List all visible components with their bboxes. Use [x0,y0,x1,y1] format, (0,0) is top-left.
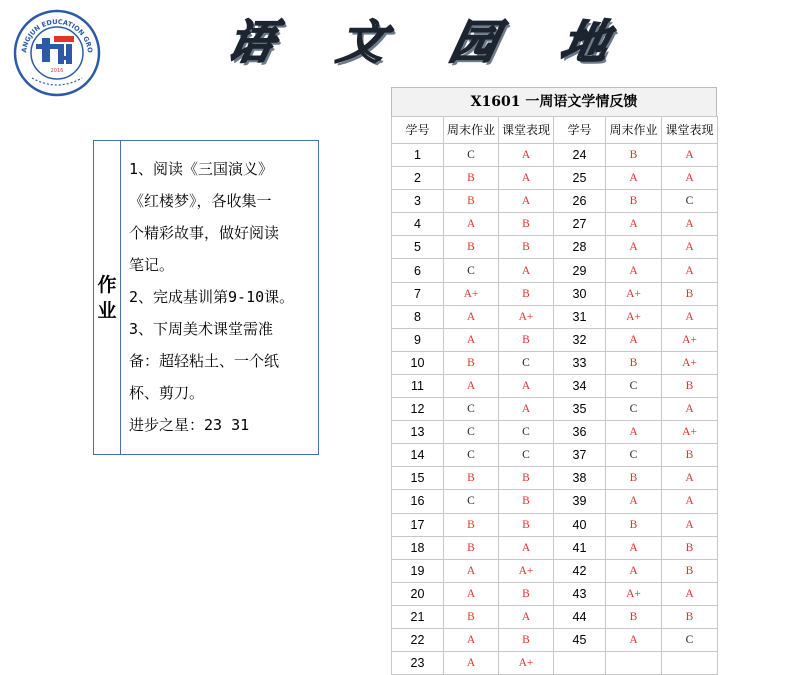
cell-student-no: 15 [392,467,444,490]
cell-student-no: 32 [554,328,606,351]
cell-class-performance: B [499,490,554,513]
homework-label [94,141,121,454]
table-row [392,490,718,513]
cell-student-no: 43 [554,582,606,605]
cell-student-no: 17 [392,513,444,536]
title-char-2: 文 [333,15,392,69]
cell-class-performance: B [499,628,554,651]
cell-student-no: 23 [392,652,444,675]
cell-class-performance: C [662,190,718,213]
cell-weekend-homework: A [444,652,499,675]
homework-box [93,140,319,455]
cell-student-no: 41 [554,536,606,559]
header-class-performance-2: 课堂表现 [662,117,718,144]
cell-weekend-homework: C [444,444,499,467]
homework-line: 备：超轻粘土、一个纸 [129,352,280,370]
cell-student-no: 5 [392,236,444,259]
homework-label-char-1: 作 [97,273,117,296]
cell-class-performance: A [499,536,554,559]
cell-class-performance: A [662,398,718,421]
cell-weekend-homework: C [444,490,499,513]
cell-student-no: 26 [554,190,606,213]
table-row [392,259,718,282]
table-row [392,213,718,236]
cell-class-performance: A [499,167,554,190]
cell-weekend-homework: A [606,559,662,582]
header-student-no-1: 学号 [392,117,444,144]
table-row [392,605,718,628]
cell-class-performance: B [662,444,718,467]
cell-weekend-homework: B [444,236,499,259]
table-row [392,305,718,328]
cell-student-no: 22 [392,628,444,651]
cell-student-no: 7 [392,282,444,305]
cell-class-performance: C [499,421,554,444]
cell-weekend-homework: C [606,374,662,397]
cell-student-no: 37 [554,444,606,467]
cell-weekend-homework: B [444,351,499,374]
cell-weekend-homework: B [444,605,499,628]
cell-student-no: 29 [554,259,606,282]
cell-class-performance: A [499,259,554,282]
cell-weekend-homework: A [444,213,499,236]
table-row [392,582,718,605]
cell-weekend-homework: B [606,467,662,490]
cell-weekend-homework: B [444,513,499,536]
changjun-education-logo [12,8,102,98]
table-row [392,444,718,467]
cell-student-no: 40 [554,513,606,536]
cell-student-no: 9 [392,328,444,351]
cell-class-performance: B [662,605,718,628]
table-row [392,167,718,190]
cell-weekend-homework: A [606,328,662,351]
cell-student-no: 2 [392,167,444,190]
cell-class-performance: A [499,374,554,397]
cell-weekend-homework: B [606,605,662,628]
homework-label-char-2: 业 [97,299,117,322]
cell-weekend-homework: A [444,582,499,605]
logo-year: 2016 [50,68,64,74]
cell-class-performance: A [662,236,718,259]
cell-student-no: 6 [392,259,444,282]
logo-ring-text: ANGJUN EDUCATION GRO [20,17,94,54]
cell-class-performance: A [662,582,718,605]
cell-weekend-homework: A [606,628,662,651]
cell-student-no: 35 [554,398,606,421]
feedback-table [391,116,718,675]
cell-weekend-homework: B [444,167,499,190]
feedback-table-wrapper [391,87,717,675]
cell-weekend-homework: A [444,374,499,397]
cell-student-no: 30 [554,282,606,305]
table-row [392,374,718,397]
cell-student-no: 38 [554,467,606,490]
cell-weekend-homework: C [444,144,499,167]
cell-class-performance: A+ [499,305,554,328]
cell-class-performance: A [662,144,718,167]
cell-weekend-homework: C [606,444,662,467]
cell-weekend-homework: A [606,536,662,559]
cell-student-no: 11 [392,374,444,397]
cell-student-no: 20 [392,582,444,605]
cell-student-no: 36 [554,421,606,444]
homework-content [121,141,318,454]
homework-line: 个精彩故事，做好阅读 [129,224,280,242]
cell-student-no: 10 [392,351,444,374]
cell-weekend-homework: A+ [444,282,499,305]
cell-class-performance: A+ [662,351,718,374]
feedback-table-title: X1601 一周语文学情反馈 [391,87,717,116]
cell-weekend-homework: A [444,305,499,328]
cell-student-no: 44 [554,605,606,628]
cell-class-performance: A [499,398,554,421]
cell-class-performance: A [499,605,554,628]
cell-weekend-homework: B [444,190,499,213]
cell-class-performance: B [662,559,718,582]
cell-weekend-homework: B [444,467,499,490]
cell-weekend-homework: A [444,559,499,582]
cell-weekend-homework: A [606,236,662,259]
cell-student-no: 31 [554,305,606,328]
cell-student-no: 33 [554,351,606,374]
table-row [392,328,718,351]
cell-class-performance [662,652,718,675]
cell-class-performance: A+ [499,652,554,675]
cell-class-performance: C [499,444,554,467]
cell-student-no: 12 [392,398,444,421]
table-row [392,144,718,167]
cell-class-performance: A+ [662,421,718,444]
table-row [392,236,718,259]
homework-line: 笔记。 [129,256,175,274]
cell-class-performance: B [499,213,554,236]
cell-student-no: 13 [392,421,444,444]
cell-class-performance: A [499,144,554,167]
title-char-1: 语 [222,15,280,69]
cell-weekend-homework: A [606,490,662,513]
cell-student-no: 27 [554,213,606,236]
cell-class-performance: A [662,213,718,236]
cell-weekend-homework: A+ [606,282,662,305]
cell-student-no: 21 [392,605,444,628]
cell-class-performance: B [499,513,554,536]
table-row [392,559,718,582]
table-body [392,144,718,675]
cell-class-performance: A [662,167,718,190]
cell-weekend-homework: A+ [606,305,662,328]
header-weekend-homework-1: 周末作业 [444,117,499,144]
cell-class-performance: B [499,282,554,305]
cell-student-no: 19 [392,559,444,582]
cell-class-performance: A [662,467,718,490]
table-row [392,282,718,305]
cell-student-no: 16 [392,490,444,513]
table-row [392,421,718,444]
cell-class-performance: B [499,236,554,259]
cell-weekend-homework: A [606,213,662,236]
title-char-3: 园 [444,15,503,69]
cell-weekend-homework: B [606,513,662,536]
cell-student-no: 1 [392,144,444,167]
cell-weekend-homework: A [606,167,662,190]
cell-student-no [554,652,606,675]
header-class-performance-1: 课堂表现 [499,117,554,144]
cell-class-performance: B [662,374,718,397]
cell-weekend-homework: C [444,421,499,444]
homework-line: 1、阅读《三国演义》 [129,160,274,178]
title-char-4: 地 [556,15,614,69]
cell-student-no: 14 [392,444,444,467]
cell-student-no: 8 [392,305,444,328]
header-student-no-2: 学号 [554,117,606,144]
cell-weekend-homework: C [606,398,662,421]
table-row [392,513,718,536]
cell-weekend-homework: A [444,628,499,651]
cell-student-no: 3 [392,190,444,213]
cell-weekend-homework: A+ [606,582,662,605]
cell-class-performance: A [662,259,718,282]
homework-line: 杯、剪刀。 [129,384,205,402]
page-title [222,12,614,72]
cell-class-performance: B [662,282,718,305]
cell-student-no: 45 [554,628,606,651]
cell-student-no: 34 [554,374,606,397]
cell-student-no: 39 [554,490,606,513]
table-row [392,652,718,675]
cell-student-no: 24 [554,144,606,167]
cell-student-no: 28 [554,236,606,259]
table-row [392,190,718,213]
cell-student-no: 18 [392,536,444,559]
homework-line: 《红楼梦》，各收集一 [129,192,272,210]
cell-weekend-homework: C [444,398,499,421]
table-row [392,628,718,651]
cell-class-performance: A [662,513,718,536]
homework-line: 3、下周美术课堂需准 [129,320,274,338]
cell-student-no: 42 [554,559,606,582]
cell-class-performance: A [499,190,554,213]
cell-student-no: 4 [392,213,444,236]
cell-weekend-homework: A [444,328,499,351]
cell-class-performance: B [662,536,718,559]
cell-class-performance: A [662,305,718,328]
cell-class-performance: A+ [662,328,718,351]
cell-class-performance: A [662,490,718,513]
table-row [392,351,718,374]
homework-line: 2、完成基训第9-10课。 [129,288,295,306]
homework-line: 进步之星：23 31 [129,416,250,434]
table-row [392,467,718,490]
cell-weekend-homework: B [444,536,499,559]
cell-student-no: 25 [554,167,606,190]
cell-weekend-homework: B [606,351,662,374]
cell-class-performance: B [499,328,554,351]
cell-weekend-homework: C [444,259,499,282]
cell-weekend-homework [606,652,662,675]
table-row [392,536,718,559]
cell-class-performance: B [499,467,554,490]
cell-weekend-homework: A [606,421,662,444]
cell-class-performance: C [499,351,554,374]
table-row [392,398,718,421]
cell-weekend-homework: A [606,259,662,282]
header-weekend-homework-2: 周末作业 [606,117,662,144]
table-header-row [392,117,718,144]
cell-class-performance: B [499,582,554,605]
cell-weekend-homework: B [606,190,662,213]
cell-class-performance: A+ [499,559,554,582]
cell-class-performance: C [662,628,718,651]
cell-weekend-homework: B [606,144,662,167]
